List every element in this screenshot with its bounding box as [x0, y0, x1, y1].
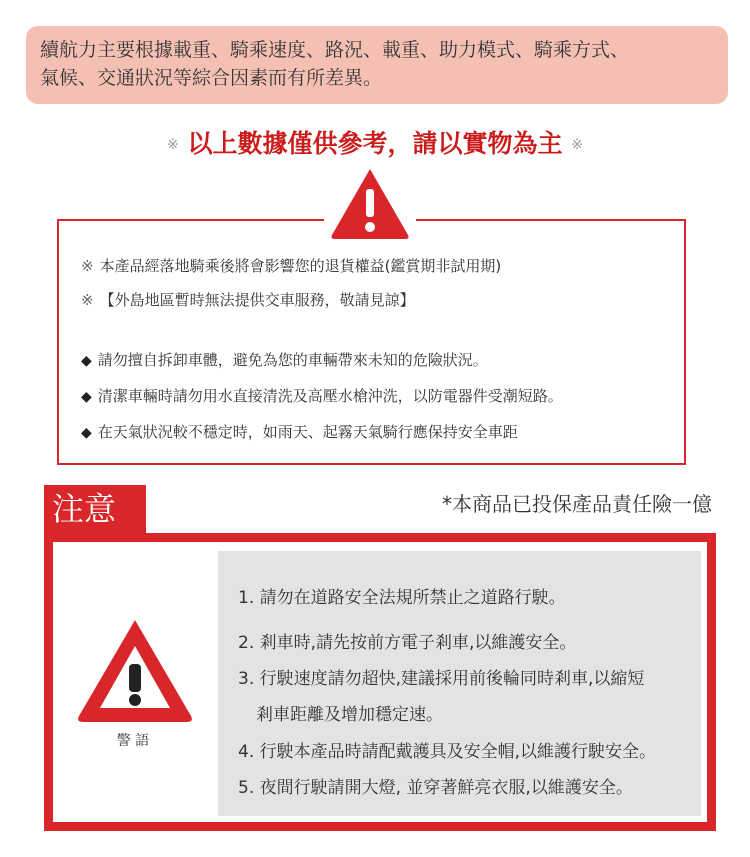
- bullet-line: [81, 421, 518, 442]
- note-symbol: ※: [81, 257, 94, 275]
- bullet-text: 清潔車輛時請勿用水直接清洗及高壓水槍沖洗，以防電器件受潮短路。: [97, 387, 563, 405]
- bullet-line: [81, 385, 563, 406]
- rule-item: 3. 行駛速度請勿超快,建議採用前後輪同時剎車,以縮短: [238, 669, 645, 689]
- reference-title: 以上數據僅供參考，請以實物為主: [187, 129, 563, 158]
- rule-item-continued: 剎車距離及增加穩定速。: [256, 705, 443, 725]
- note-line: [81, 255, 501, 276]
- note-text: 【外島地區暫時無法提供交車服務，敬請見諒】: [99, 291, 415, 309]
- diamond-bullet-icon: ◆: [81, 389, 92, 405]
- warning-box: [57, 219, 686, 465]
- note-text: 本產品經落地騎乘後將會影響您的退貨權益(鑑賞期非試用期): [99, 257, 502, 275]
- bullet-line: [81, 349, 488, 370]
- insurance-note: *本商品已投保產品責任險一億: [442, 492, 712, 516]
- rule-item: 1. 請勿在道路安全法規所禁止之道路行駛。: [238, 588, 566, 608]
- range-disclaimer: [26, 26, 728, 104]
- caution-triangle-icon: [75, 616, 195, 724]
- notice-tab: 注意: [44, 485, 146, 533]
- reference-mark-left: ※: [167, 137, 179, 153]
- rule-item: 2. 剎車時,請先按前方電子剎車,以維護安全。: [238, 633, 577, 653]
- rules-panel: [218, 551, 701, 816]
- rule-item: 4. 行駛本產品時請配戴護具及安全帽,以維護行駛安全。: [238, 742, 657, 762]
- warning-triangle-icon: [324, 165, 416, 241]
- reference-heading: [0, 124, 750, 160]
- range-disclaimer-line-1: 續航力主要根據載重、騎乘速度、路況、載重、助力模式、騎乘方式、: [40, 39, 630, 61]
- notice-box: [44, 533, 716, 831]
- range-disclaimer-line-2: 氣候、交通狀況等綜合因素而有所差異。: [40, 67, 383, 89]
- rule-item: 5. 夜間行駛請開大燈, 並穿著鮮亮衣服,以維護安全。: [238, 778, 633, 798]
- reference-mark-right: ※: [571, 137, 583, 153]
- note-symbol: ※: [81, 291, 94, 309]
- warning-label: 警 語: [116, 733, 150, 749]
- note-line: [81, 289, 415, 310]
- diamond-bullet-icon: ◆: [81, 425, 92, 441]
- bullet-text: 請勿擅自拆卸車體，避免為您的車輛帶來未知的危險狀況。: [97, 351, 488, 369]
- diamond-bullet-icon: ◆: [81, 353, 92, 369]
- bullet-text: 在天氣狀況較不穩定時，如雨天、起霧天氣騎行應保持安全車距: [97, 423, 518, 441]
